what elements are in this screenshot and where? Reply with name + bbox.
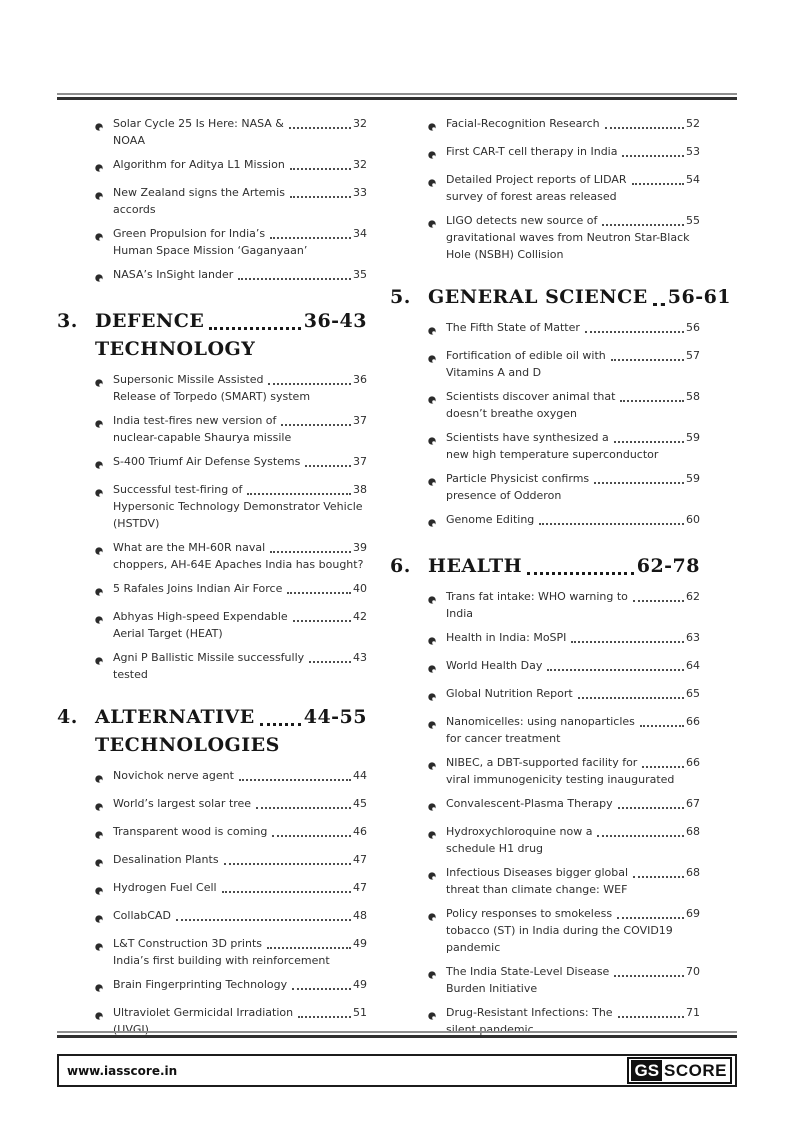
item-title-continuation: for cancer treatment [446, 732, 561, 745]
section-number: 5. [390, 286, 411, 308]
three-quarter-circle-bullet-icon [95, 184, 113, 218]
three-quarter-circle-bullet-icon [428, 470, 446, 504]
item-title: Solar Cycle 25 Is Here: NASA & [113, 117, 284, 130]
item-page-number: 39 [353, 541, 367, 554]
toc-item [95, 225, 367, 259]
leader-dots [267, 947, 351, 949]
item-title: Health in India: MoSPI [446, 631, 567, 644]
three-quarter-circle-bullet-icon [428, 629, 446, 650]
item-title: Particle Physicist confirms [446, 472, 590, 485]
toc-item [95, 851, 367, 872]
three-quarter-circle-bullet-icon [95, 608, 113, 642]
item-page-number: 48 [353, 909, 367, 922]
item-title-continuation: India’s first building with reinforcement [113, 954, 330, 967]
toc-item [428, 685, 700, 706]
item-title-continuation: India [446, 607, 473, 620]
item-page-number: 68 [686, 825, 700, 838]
toc-item [95, 371, 367, 405]
logo-score-text: SCORE [664, 1061, 727, 1080]
section-header [390, 283, 732, 311]
leader-dots [578, 697, 684, 699]
item-title-continuation: NOAA [113, 134, 146, 147]
toc-item [95, 481, 367, 532]
toc-item [428, 713, 700, 747]
three-quarter-circle-bullet-icon [428, 347, 446, 381]
item-title: Abhyas High-speed Expendable [113, 610, 288, 623]
leader-dots [602, 224, 684, 226]
toc-item [95, 115, 367, 149]
item-page-number: 65 [686, 687, 700, 700]
leader-dots [611, 359, 684, 361]
item-page-number: 32 [353, 158, 367, 171]
toc-item [95, 907, 367, 928]
toc-item [428, 754, 700, 788]
item-page-number: 54 [686, 173, 700, 186]
item-page-number: 56 [686, 321, 700, 334]
leader-dots [239, 779, 351, 781]
toc-item [428, 795, 700, 816]
item-title-continuation: doesn’t breathe oxygen [446, 407, 577, 420]
leader-dots [270, 237, 351, 239]
leader-dots [618, 807, 684, 809]
item-page-number: 34 [353, 227, 367, 240]
three-quarter-circle-bullet-icon [95, 225, 113, 259]
three-quarter-circle-bullet-icon [428, 864, 446, 898]
toc-item [95, 608, 367, 642]
item-page-number: 70 [686, 965, 700, 978]
leader-dots [622, 155, 684, 157]
item-title: Policy responses to smokeless [446, 907, 613, 920]
three-quarter-circle-bullet-icon [428, 212, 446, 263]
leader-dots [571, 641, 684, 643]
footer-bar [57, 1054, 737, 1087]
item-title: Desalination Plants [113, 853, 219, 866]
three-quarter-circle-bullet-icon [428, 143, 446, 164]
item-title: Infectious Diseases bigger global [446, 866, 629, 879]
toc-item [428, 143, 700, 164]
section-number: 6. [390, 555, 411, 577]
leader-dots [633, 600, 684, 602]
item-title: Transparent wood is coming [113, 825, 268, 838]
item-title: India test-fires new version of [113, 414, 277, 427]
item-page-number: 47 [353, 853, 367, 866]
toc-item [428, 657, 700, 678]
item-page-number: 37 [353, 414, 367, 427]
toc-item [95, 879, 367, 900]
three-quarter-circle-bullet-icon [95, 539, 113, 573]
toc-item [95, 412, 367, 446]
website-url: www.iasscore.in [67, 1063, 178, 1078]
three-quarter-circle-bullet-icon [428, 685, 446, 706]
item-title: NASA’s InSight lander [113, 268, 234, 281]
item-title: Trans fat intake: WHO warning to [446, 590, 628, 603]
leader-dots [642, 766, 684, 768]
toc-item [428, 629, 700, 650]
three-quarter-circle-bullet-icon [95, 851, 113, 872]
item-page-number: 49 [353, 937, 367, 950]
item-title: Scientists discover animal that [446, 390, 616, 403]
toc-item [95, 266, 367, 287]
item-page-number: 37 [353, 455, 367, 468]
item-title-continuation: Burden Initiative [446, 982, 538, 995]
toc-item [428, 319, 700, 340]
item-page-number: 63 [686, 631, 700, 644]
item-title: Genome Editing [446, 513, 535, 526]
three-quarter-circle-bullet-icon [95, 976, 113, 997]
item-page-number: 36 [353, 373, 367, 386]
leader-dots [260, 723, 301, 726]
toc-item [95, 156, 367, 177]
toc-item [95, 767, 367, 788]
leader-dots [289, 127, 351, 129]
item-title-continuation: Release of Torpedo (SMART) system [113, 390, 311, 403]
toc-item [428, 115, 700, 136]
toc-item [95, 976, 367, 997]
leader-dots [614, 441, 684, 443]
leader-dots [290, 196, 351, 198]
table-of-contents [57, 115, 732, 1045]
item-title: Detailed Project reports of LIDAR [446, 173, 627, 186]
item-title-continuation: schedule H1 drug [446, 842, 544, 855]
item-page-number: 60 [686, 513, 700, 526]
three-quarter-circle-bullet-icon [95, 481, 113, 532]
item-title: Hydrogen Fuel Cell [113, 881, 217, 894]
leader-dots [272, 835, 351, 837]
section-title: ALTERNATIVE [95, 706, 255, 728]
item-page-number: 59 [686, 472, 700, 485]
item-title: World Health Day [446, 659, 543, 672]
item-page-number: 33 [353, 186, 367, 199]
three-quarter-circle-bullet-icon [428, 588, 446, 622]
item-title: The India State-Level Disease [446, 965, 610, 978]
leader-dots [224, 863, 351, 865]
toc-item [95, 795, 367, 816]
leader-dots [594, 482, 684, 484]
item-title: Successful test-firing of [113, 483, 243, 496]
toc-item [95, 580, 367, 601]
item-title: World’s largest solar tree [113, 797, 252, 810]
section-page-range: 44-55 [303, 706, 367, 728]
toc-column-left [57, 115, 367, 1045]
toc-item [428, 905, 700, 956]
item-title-continuation: Aerial Target (HEAT) [113, 627, 223, 640]
three-quarter-circle-bullet-icon [428, 115, 446, 136]
item-page-number: 43 [353, 651, 367, 664]
logo-gs-text: GS [631, 1060, 662, 1081]
toc-item [428, 470, 700, 504]
item-title: Nanomicelles: using nanoparticles [446, 715, 635, 728]
three-quarter-circle-bullet-icon [95, 767, 113, 788]
leader-dots [632, 183, 684, 185]
section-title: GENERAL SCIENCE [428, 286, 648, 308]
section-page-range: 36-43 [303, 310, 367, 332]
section-header [57, 703, 367, 759]
item-title-continuation: viral immunogenicity testing inaugurated [446, 773, 675, 786]
section-title-line2: TECHNOLOGIES [95, 734, 280, 756]
item-page-number: 67 [686, 797, 700, 810]
section-page-range: 56-61 [667, 286, 732, 308]
item-page-number: 51 [353, 1006, 367, 1019]
toc-item [95, 935, 367, 969]
three-quarter-circle-bullet-icon [95, 649, 113, 683]
item-title-continuation: survey of forest areas released [446, 190, 617, 203]
toc-item [428, 511, 700, 532]
item-page-number: 57 [686, 349, 700, 362]
item-page-number: 55 [686, 214, 700, 227]
toc-column-right [390, 115, 732, 1045]
item-title: Facial-Recognition Research [446, 117, 600, 130]
leader-dots [539, 523, 684, 525]
three-quarter-circle-bullet-icon [428, 713, 446, 747]
item-title: Drug-Resistant Infections: The [446, 1006, 613, 1019]
three-quarter-circle-bullet-icon [428, 963, 446, 997]
three-quarter-circle-bullet-icon [95, 115, 113, 149]
three-quarter-circle-bullet-icon [428, 171, 446, 205]
gsscore-logo [627, 1057, 732, 1084]
toc-item [428, 864, 700, 898]
leader-dots [618, 1016, 684, 1018]
section-number: 3. [57, 310, 78, 332]
item-title-continuation: gravitational waves from Neutron Star-Black Hole (NSBH) Collision [446, 231, 690, 261]
three-quarter-circle-bullet-icon [95, 823, 113, 844]
three-quarter-circle-bullet-icon [428, 429, 446, 463]
item-title-continuation: Vitamins A and D [446, 366, 542, 379]
three-quarter-circle-bullet-icon [428, 657, 446, 678]
section-number: 4. [57, 706, 78, 728]
section-title-line2: TECHNOLOGY [95, 338, 256, 360]
toc-item [428, 823, 700, 857]
item-page-number: 66 [686, 756, 700, 769]
leader-dots [597, 835, 684, 837]
item-title: 5 Rafales Joins Indian Air Force [113, 582, 283, 595]
item-title: CollabCAD [113, 909, 171, 922]
three-quarter-circle-bullet-icon [428, 388, 446, 422]
leader-dots [617, 917, 684, 919]
item-page-number: 47 [353, 881, 367, 894]
three-quarter-circle-bullet-icon [428, 511, 446, 532]
item-title-continuation: tested [113, 668, 148, 681]
item-page-number: 38 [353, 483, 367, 496]
item-title-continuation: silent pandemic [446, 1023, 534, 1036]
item-title: What are the MH-60R naval [113, 541, 266, 554]
item-title: Algorithm for Aditya L1 Mission [113, 158, 285, 171]
leader-dots [614, 975, 684, 977]
three-quarter-circle-bullet-icon [95, 156, 113, 177]
leader-dots [238, 278, 351, 280]
toc-item [428, 388, 700, 422]
item-title: Global Nutrition Report [446, 687, 573, 700]
item-title-continuation: nuclear-capable Shaurya missile [113, 431, 292, 444]
item-page-number: 59 [686, 431, 700, 444]
item-title: Hydroxychloroquine now a [446, 825, 593, 838]
item-page-number: 32 [353, 117, 367, 130]
top-rule [57, 93, 737, 100]
item-title-continuation: presence of Odderon [446, 489, 562, 502]
item-title: Novichok nerve agent [113, 769, 234, 782]
leader-dots [176, 919, 351, 921]
item-title: Convalescent-Plasma Therapy [446, 797, 613, 810]
three-quarter-circle-bullet-icon [95, 879, 113, 900]
item-page-number: 49 [353, 978, 367, 991]
three-quarter-circle-bullet-icon [95, 907, 113, 928]
item-title: Brain Fingerprinting Technology [113, 978, 288, 991]
section-title: HEALTH [428, 555, 523, 577]
item-title-continuation: Hypersonic Technology Demonstrator Vehicle (HSTDV) [113, 500, 363, 530]
item-title: Agni P Ballistic Missile successfully [113, 651, 305, 664]
leader-dots [293, 620, 351, 622]
item-title: The Fifth State of Matter [446, 321, 580, 334]
toc-item [428, 963, 700, 997]
three-quarter-circle-bullet-icon [428, 905, 446, 956]
item-title-continuation: tobacco (ST) in India during the COVID19 pandemic [446, 924, 673, 954]
item-title: Green Propulsion for India’s [113, 227, 266, 240]
leader-dots [605, 127, 684, 129]
leader-dots [222, 891, 351, 893]
toc-item [428, 347, 700, 381]
toc-item [428, 588, 700, 622]
item-title-continuation: threat than climate change: WEF [446, 883, 628, 896]
three-quarter-circle-bullet-icon [428, 795, 446, 816]
item-page-number: 46 [353, 825, 367, 838]
three-quarter-circle-bullet-icon [95, 580, 113, 601]
section-title: DEFENCE [95, 310, 205, 332]
toc-item [95, 823, 367, 844]
three-quarter-circle-bullet-icon [95, 795, 113, 816]
item-page-number: 68 [686, 866, 700, 879]
item-title-continuation: choppers, AH-64E Apaches India has bought? [113, 558, 364, 571]
item-page-number: 62 [686, 590, 700, 603]
leader-dots [256, 807, 351, 809]
three-quarter-circle-bullet-icon [428, 823, 446, 857]
leader-dots [268, 383, 351, 385]
item-title: First CAR-T cell therapy in India [446, 145, 618, 158]
leader-dots [653, 303, 665, 306]
item-page-number: 35 [353, 268, 367, 281]
item-title: S-400 Triumf Air Defense Systems [113, 455, 301, 468]
toc-item [95, 539, 367, 573]
three-quarter-circle-bullet-icon [95, 412, 113, 446]
toc-item [428, 212, 700, 263]
leader-dots [309, 661, 351, 663]
three-quarter-circle-bullet-icon [95, 935, 113, 969]
item-title: Fortification of edible oil with [446, 349, 606, 362]
toc-item [95, 453, 367, 474]
leader-dots [633, 876, 684, 878]
leader-dots [298, 1016, 351, 1018]
leader-dots [287, 592, 351, 594]
leader-dots [209, 327, 300, 330]
leader-dots [290, 168, 351, 170]
leader-dots [620, 400, 684, 402]
item-title-continuation: (UVGI) [113, 1023, 149, 1036]
item-title-continuation: new high temperature superconductor [446, 448, 659, 461]
item-title: Ultraviolet Germicidal Irradiation [113, 1006, 294, 1019]
bottom-rule [57, 1031, 737, 1038]
item-page-number: 71 [686, 1006, 700, 1019]
three-quarter-circle-bullet-icon [95, 371, 113, 405]
item-title: Supersonic Missile Assisted [113, 373, 264, 386]
three-quarter-circle-bullet-icon [428, 319, 446, 340]
three-quarter-circle-bullet-icon [95, 453, 113, 474]
toc-item [428, 429, 700, 463]
toc-item [428, 171, 700, 205]
section-header [57, 307, 367, 363]
item-title: New Zealand signs the Artemis [113, 186, 285, 199]
item-page-number: 44 [353, 769, 367, 782]
item-page-number: 52 [686, 117, 700, 130]
item-page-number: 66 [686, 715, 700, 728]
toc-item [95, 184, 367, 218]
three-quarter-circle-bullet-icon [428, 754, 446, 788]
item-title: LIGO detects new source of [446, 214, 598, 227]
item-title: L&T Construction 3D prints [113, 937, 262, 950]
leader-dots [281, 424, 351, 426]
item-title: NIBEC, a DBT-supported facility for [446, 756, 638, 769]
leader-dots [640, 725, 684, 727]
item-page-number: 42 [353, 610, 367, 623]
leader-dots [527, 572, 634, 575]
leader-dots [585, 331, 684, 333]
leader-dots [270, 551, 351, 553]
item-title-continuation: Human Space Mission ‘Gaganyaan’ [113, 244, 308, 257]
item-page-number: 40 [353, 582, 367, 595]
item-page-number: 45 [353, 797, 367, 810]
leader-dots [305, 465, 351, 467]
item-page-number: 69 [686, 907, 700, 920]
three-quarter-circle-bullet-icon [95, 266, 113, 287]
item-page-number: 64 [686, 659, 700, 672]
item-title: Scientists have synthesized a [446, 431, 609, 444]
section-page-range: 62-78 [636, 555, 700, 577]
section-header [390, 552, 700, 580]
leader-dots [547, 669, 684, 671]
item-page-number: 58 [686, 390, 700, 403]
item-page-number: 53 [686, 145, 700, 158]
toc-item [95, 649, 367, 683]
leader-dots [292, 988, 351, 990]
leader-dots [247, 493, 351, 495]
item-title-continuation: accords [113, 203, 156, 216]
